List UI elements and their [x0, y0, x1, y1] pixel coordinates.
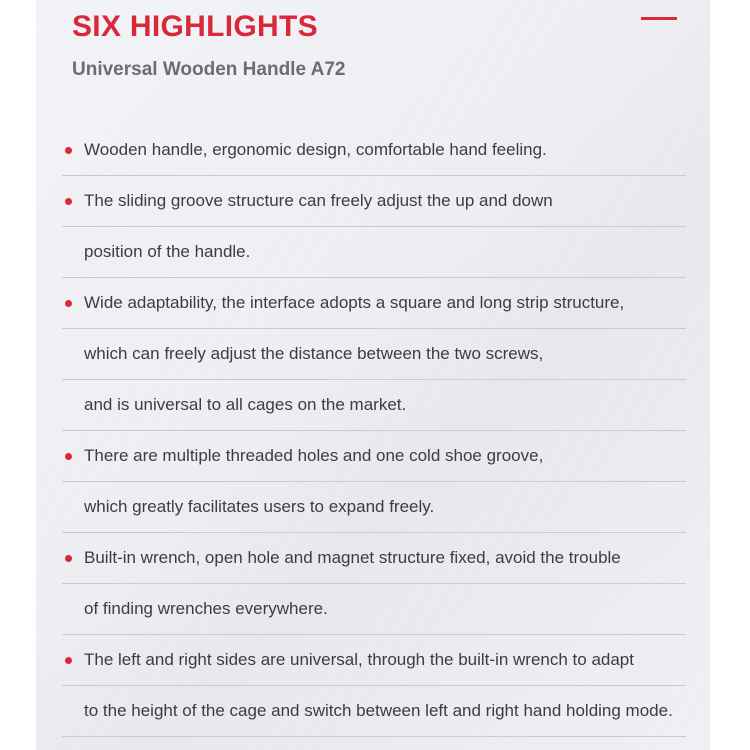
list-item [62, 533, 686, 584]
highlight-text: which greatly facilitates users to expand freely. [84, 497, 435, 516]
list-item [62, 176, 686, 227]
bullet-icon [65, 555, 72, 562]
highlight-text: The sliding groove structure can freely adjust the up and down [84, 191, 553, 210]
highlight-text: There are multiple threaded holes and one cold shoe groove, [84, 446, 544, 465]
highlight-text: Wooden handle, ergonomic design, comfortable hand feeling. [84, 140, 547, 159]
highlight-text: position of the handle. [84, 242, 251, 261]
bullet-icon [65, 147, 72, 154]
page-title: SIX HIGHLIGHTS [72, 10, 318, 43]
page-subtitle: Universal Wooden Handle A72 [72, 59, 346, 80]
highlights-panel [36, 0, 710, 750]
list-item [62, 431, 686, 482]
list-item [62, 635, 686, 686]
highlight-text: to the height of the cage and switch between left and right hand holding mode. [84, 701, 673, 720]
list-item-continuation [62, 329, 686, 380]
bullet-icon [65, 657, 72, 664]
highlight-text: The left and right sides are universal, through the built-in wrench to adapt [84, 650, 634, 669]
list-item-continuation [62, 584, 686, 635]
highlight-text: which can freely adjust the distance between the two screws, [84, 344, 544, 363]
list-item-continuation [62, 482, 686, 533]
accent-bar [641, 17, 677, 20]
highlight-text: Built-in wrench, open hole and magnet structure fixed, avoid the trouble [84, 548, 621, 567]
highlights-list [62, 125, 686, 737]
bullet-icon [65, 198, 72, 205]
list-item-continuation [62, 380, 686, 431]
list-item-continuation [62, 227, 686, 278]
list-item [62, 125, 686, 176]
list-item-continuation [62, 686, 686, 737]
highlight-text: Wide adaptability, the interface adopts a square and long strip structure, [84, 293, 625, 312]
bullet-icon [65, 453, 72, 460]
highlight-text: of finding wrenches everywhere. [84, 599, 328, 618]
list-item [62, 278, 686, 329]
bullet-icon [65, 300, 72, 307]
highlight-text: and is universal to all cages on the market. [84, 395, 407, 414]
